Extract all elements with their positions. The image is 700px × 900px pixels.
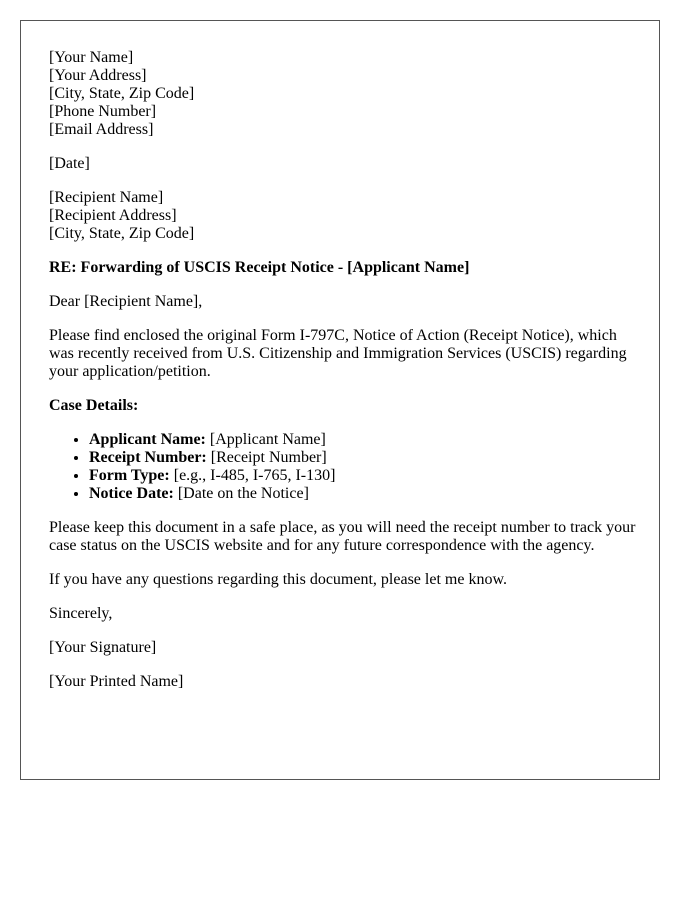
letter-content bbox=[49, 49, 639, 707]
closing: Sincerely, bbox=[49, 605, 113, 622]
sender-phone: [Phone Number] bbox=[49, 103, 157, 120]
safekeeping-paragraph: Please keep this document in a safe place, as you will need the receipt number to track your case status on the USCIS website and for any future correspondence with the agency. bbox=[49, 519, 636, 554]
sender-name: [Your Name] bbox=[49, 49, 134, 66]
letter-date: [Date] bbox=[49, 155, 90, 172]
subject-line: RE: Forwarding of USCIS Receipt Notice - [Applicant Name] bbox=[49, 259, 470, 276]
signature: [Your Signature] bbox=[49, 639, 157, 656]
list-item-value: [Receipt Number] bbox=[206, 449, 327, 466]
sender-city-state-zip: [City, State, Zip Code] bbox=[49, 85, 195, 102]
recipient-name: [Recipient Name] bbox=[49, 189, 164, 206]
list-item bbox=[89, 467, 639, 485]
recipient-address: [Recipient Address] bbox=[49, 207, 177, 224]
case-details-heading: Case Details: bbox=[49, 397, 139, 414]
intro-paragraph: Please find enclosed the original Form I-797C, Notice of Action (Receipt Notice), which was recently received from U.S. Citizenship and Immigration Services (USCIS) regarding your application/petition. bbox=[49, 327, 627, 380]
case-details-list bbox=[49, 431, 639, 503]
list-item-value: [e.g., I-485, I-765, I-130] bbox=[169, 467, 336, 484]
sender-email: [Email Address] bbox=[49, 121, 154, 138]
sender-block bbox=[49, 49, 639, 139]
list-item bbox=[89, 485, 639, 503]
sender-address: [Your Address] bbox=[49, 67, 147, 84]
list-item-label: Applicant Name: bbox=[89, 431, 206, 448]
list-item bbox=[89, 431, 639, 449]
printed-name: [Your Printed Name] bbox=[49, 673, 184, 690]
list-item bbox=[89, 449, 639, 467]
letter-page bbox=[20, 20, 660, 780]
list-item-value: [Date on the Notice] bbox=[173, 485, 309, 502]
recipient-block bbox=[49, 189, 639, 243]
list-item-label: Form Type: bbox=[89, 467, 170, 484]
list-item-label: Notice Date: bbox=[89, 485, 174, 502]
salutation: Dear [Recipient Name], bbox=[49, 293, 203, 310]
questions-paragraph: If you have any questions regarding this document, please let me know. bbox=[49, 571, 507, 588]
list-item-label: Receipt Number: bbox=[89, 449, 207, 466]
list-item-value: [Applicant Name] bbox=[205, 431, 326, 448]
recipient-city-state-zip: [City, State, Zip Code] bbox=[49, 225, 195, 242]
